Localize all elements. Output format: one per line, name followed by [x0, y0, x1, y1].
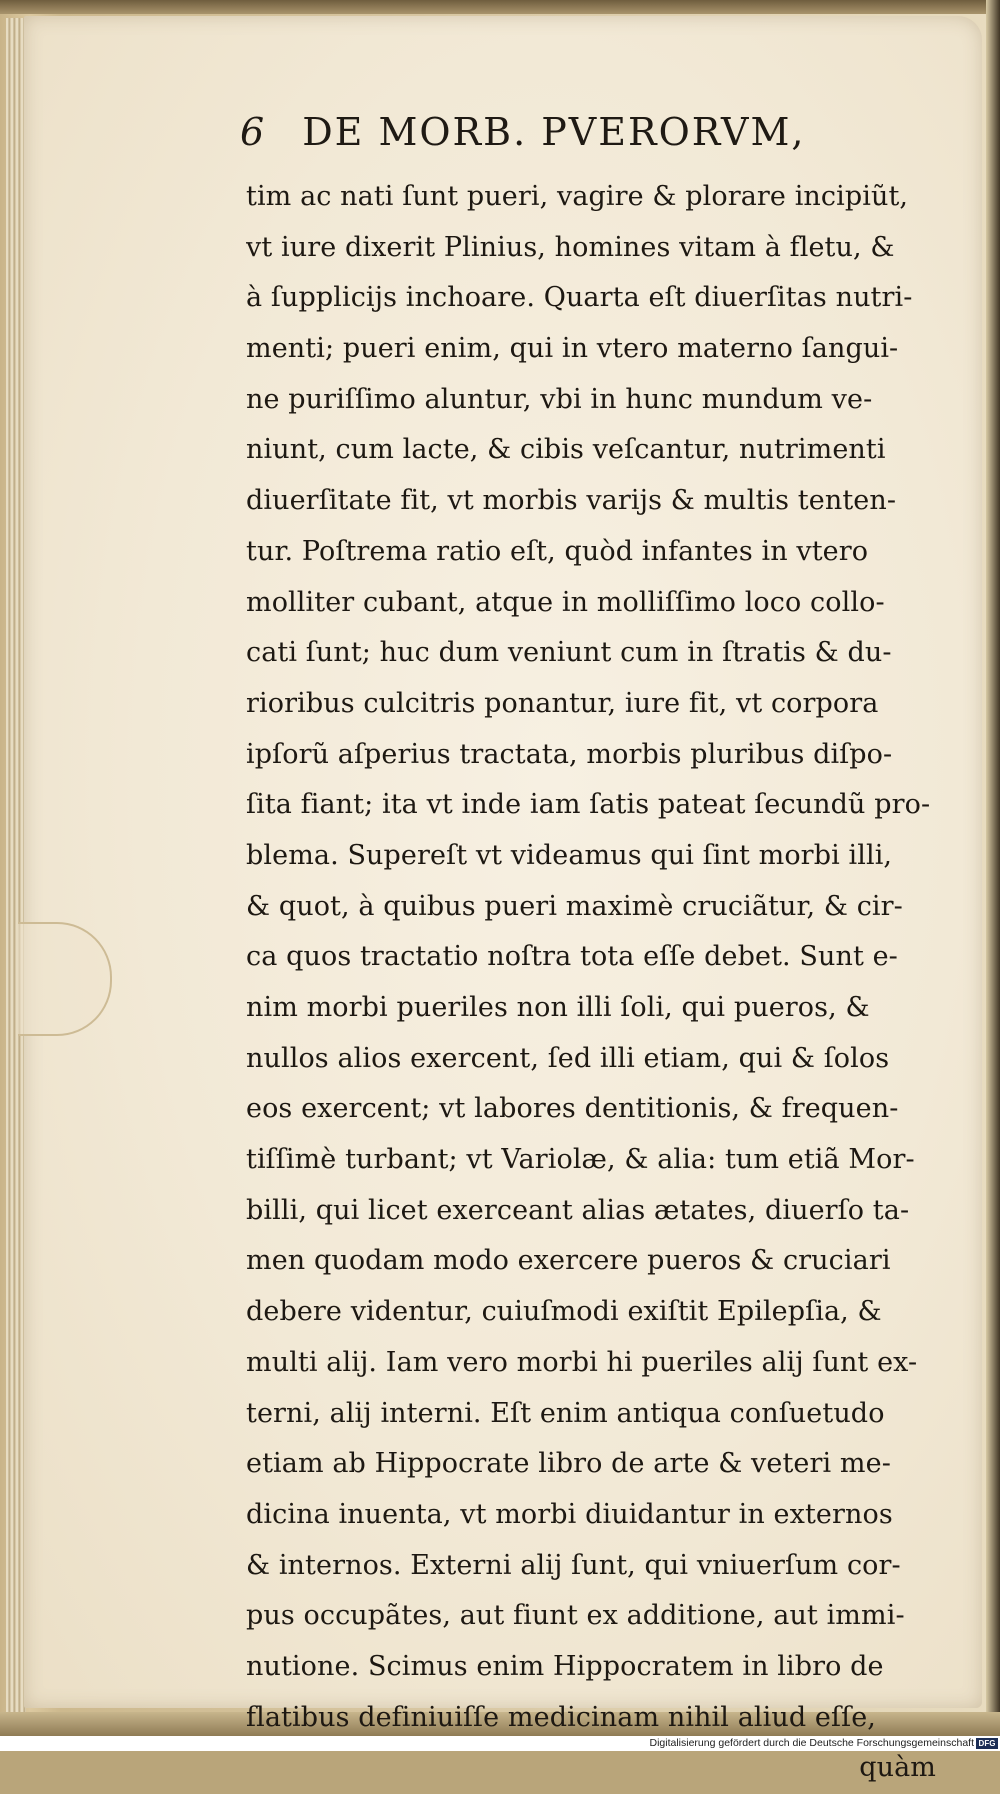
text-line: billi, qui licet exerceant alias ætates, diuerſo ta- [246, 1194, 910, 1226]
text-line: tim ac nati ſunt pueri, vagire & plorare incipiũt, [246, 181, 909, 212]
text-line: nim morbi pueriles non illi ſoli, qui pueros, & [246, 992, 870, 1023]
text-line: tiſſimè turbant; vt Variolæ, & alia: tum etiã Mor- [246, 1144, 915, 1176]
page-header [240, 110, 805, 154]
text-line: vt iure dixerit Plinius, homines vitam à fletu, & [246, 231, 895, 263]
digitization-footer [0, 1736, 1000, 1751]
text-line: & internos. Externi alij ſunt, qui vniuerſum cor- [246, 1549, 901, 1581]
text-line: à ſupplicijs inchoare. Quarta eſt diuerſitas nutri- [246, 282, 913, 314]
text-line: nutione. Scimus enim Hippocratem in libro de [246, 1650, 884, 1682]
text-line: ſita fiant; ita vt inde iam ſatis pateat ſecundũ pro- [246, 789, 931, 821]
text-line: dicina inuenta, vt morbi diuidantur in externos [246, 1498, 893, 1530]
cover-top-edge [0, 0, 1000, 14]
text-line: blema. Supereſt vt videamus qui ſint morbi illi, [246, 839, 893, 871]
funding-credit: Digitalisierung gefördert durch die Deutsche Forschungsgemeinschaft [649, 1737, 974, 1749]
text-line: niunt, cum lacte, & cibis veſcantur, nutrimenti [246, 434, 886, 466]
text-line: tur. Poſtrema ratio eſt, quòd infantes in vtero [246, 535, 869, 567]
text-line: menti; pueri enim, qui in vtero materno ſangui- [246, 333, 899, 365]
text-line: ca quos tractatio noſtra tota eſſe debet. Sunt e- [246, 941, 898, 973]
text-line: ipſorũ aſperius tractata, morbis pluribus diſpo- [246, 738, 893, 770]
text-line: men quodam modo exercere pueros & cruciari [246, 1245, 891, 1277]
text-line: nullos alios exercent, ſed illi etiam, qui & ſolos [246, 1042, 890, 1074]
text-line: multi alij. Iam vero morbi hi pueriles alij ſunt ex- [246, 1346, 918, 1378]
text-line: debere videntur, cuiuſmodi exiſtit Epilepſia, & [246, 1296, 882, 1328]
catchword: quàm [859, 1752, 936, 1784]
text-line: pus occupãtes, aut fiunt ex additione, aut immi- [246, 1600, 905, 1632]
text-line: flatibus definiuiſſe medicinam nihil aliud eſſe, [246, 1701, 876, 1733]
text-line: cati ſunt; huc dum veniunt cum in ſtratis & du- [246, 637, 892, 669]
text-block [246, 172, 936, 1794]
dfg-logo-icon: DFG [976, 1738, 998, 1749]
text-line: molliter cubant, atque in molliſſimo loco collo- [246, 586, 885, 618]
text-line: rioribus culcitris ponantur, iure fit, vt corpora [246, 687, 879, 719]
text-line: & quot, à quibus pueri maximè cruciãtur, & cir- [246, 890, 903, 922]
text-line: ne puriſſimo aluntur, vbi in hunc mundum ve- [246, 383, 873, 415]
cover-right-edge [986, 0, 1000, 1736]
clasp-mark [18, 922, 112, 1036]
text-line: diuerſitate fit, vt morbis varijs & multis tenten- [246, 485, 897, 517]
text-line: etiam ab Hippocrate libro de arte & veteri me- [246, 1448, 891, 1480]
folio-number: 6 [240, 110, 267, 154]
running-head: DE MORB. PVERORVM, [302, 110, 806, 154]
text-line: eos exercent; vt labores dentitionis, & frequen- [246, 1093, 899, 1125]
page-edges [6, 18, 26, 1712]
text-line: terni, alij interni. Eſt enim antiqua conſuetudo [246, 1397, 885, 1429]
